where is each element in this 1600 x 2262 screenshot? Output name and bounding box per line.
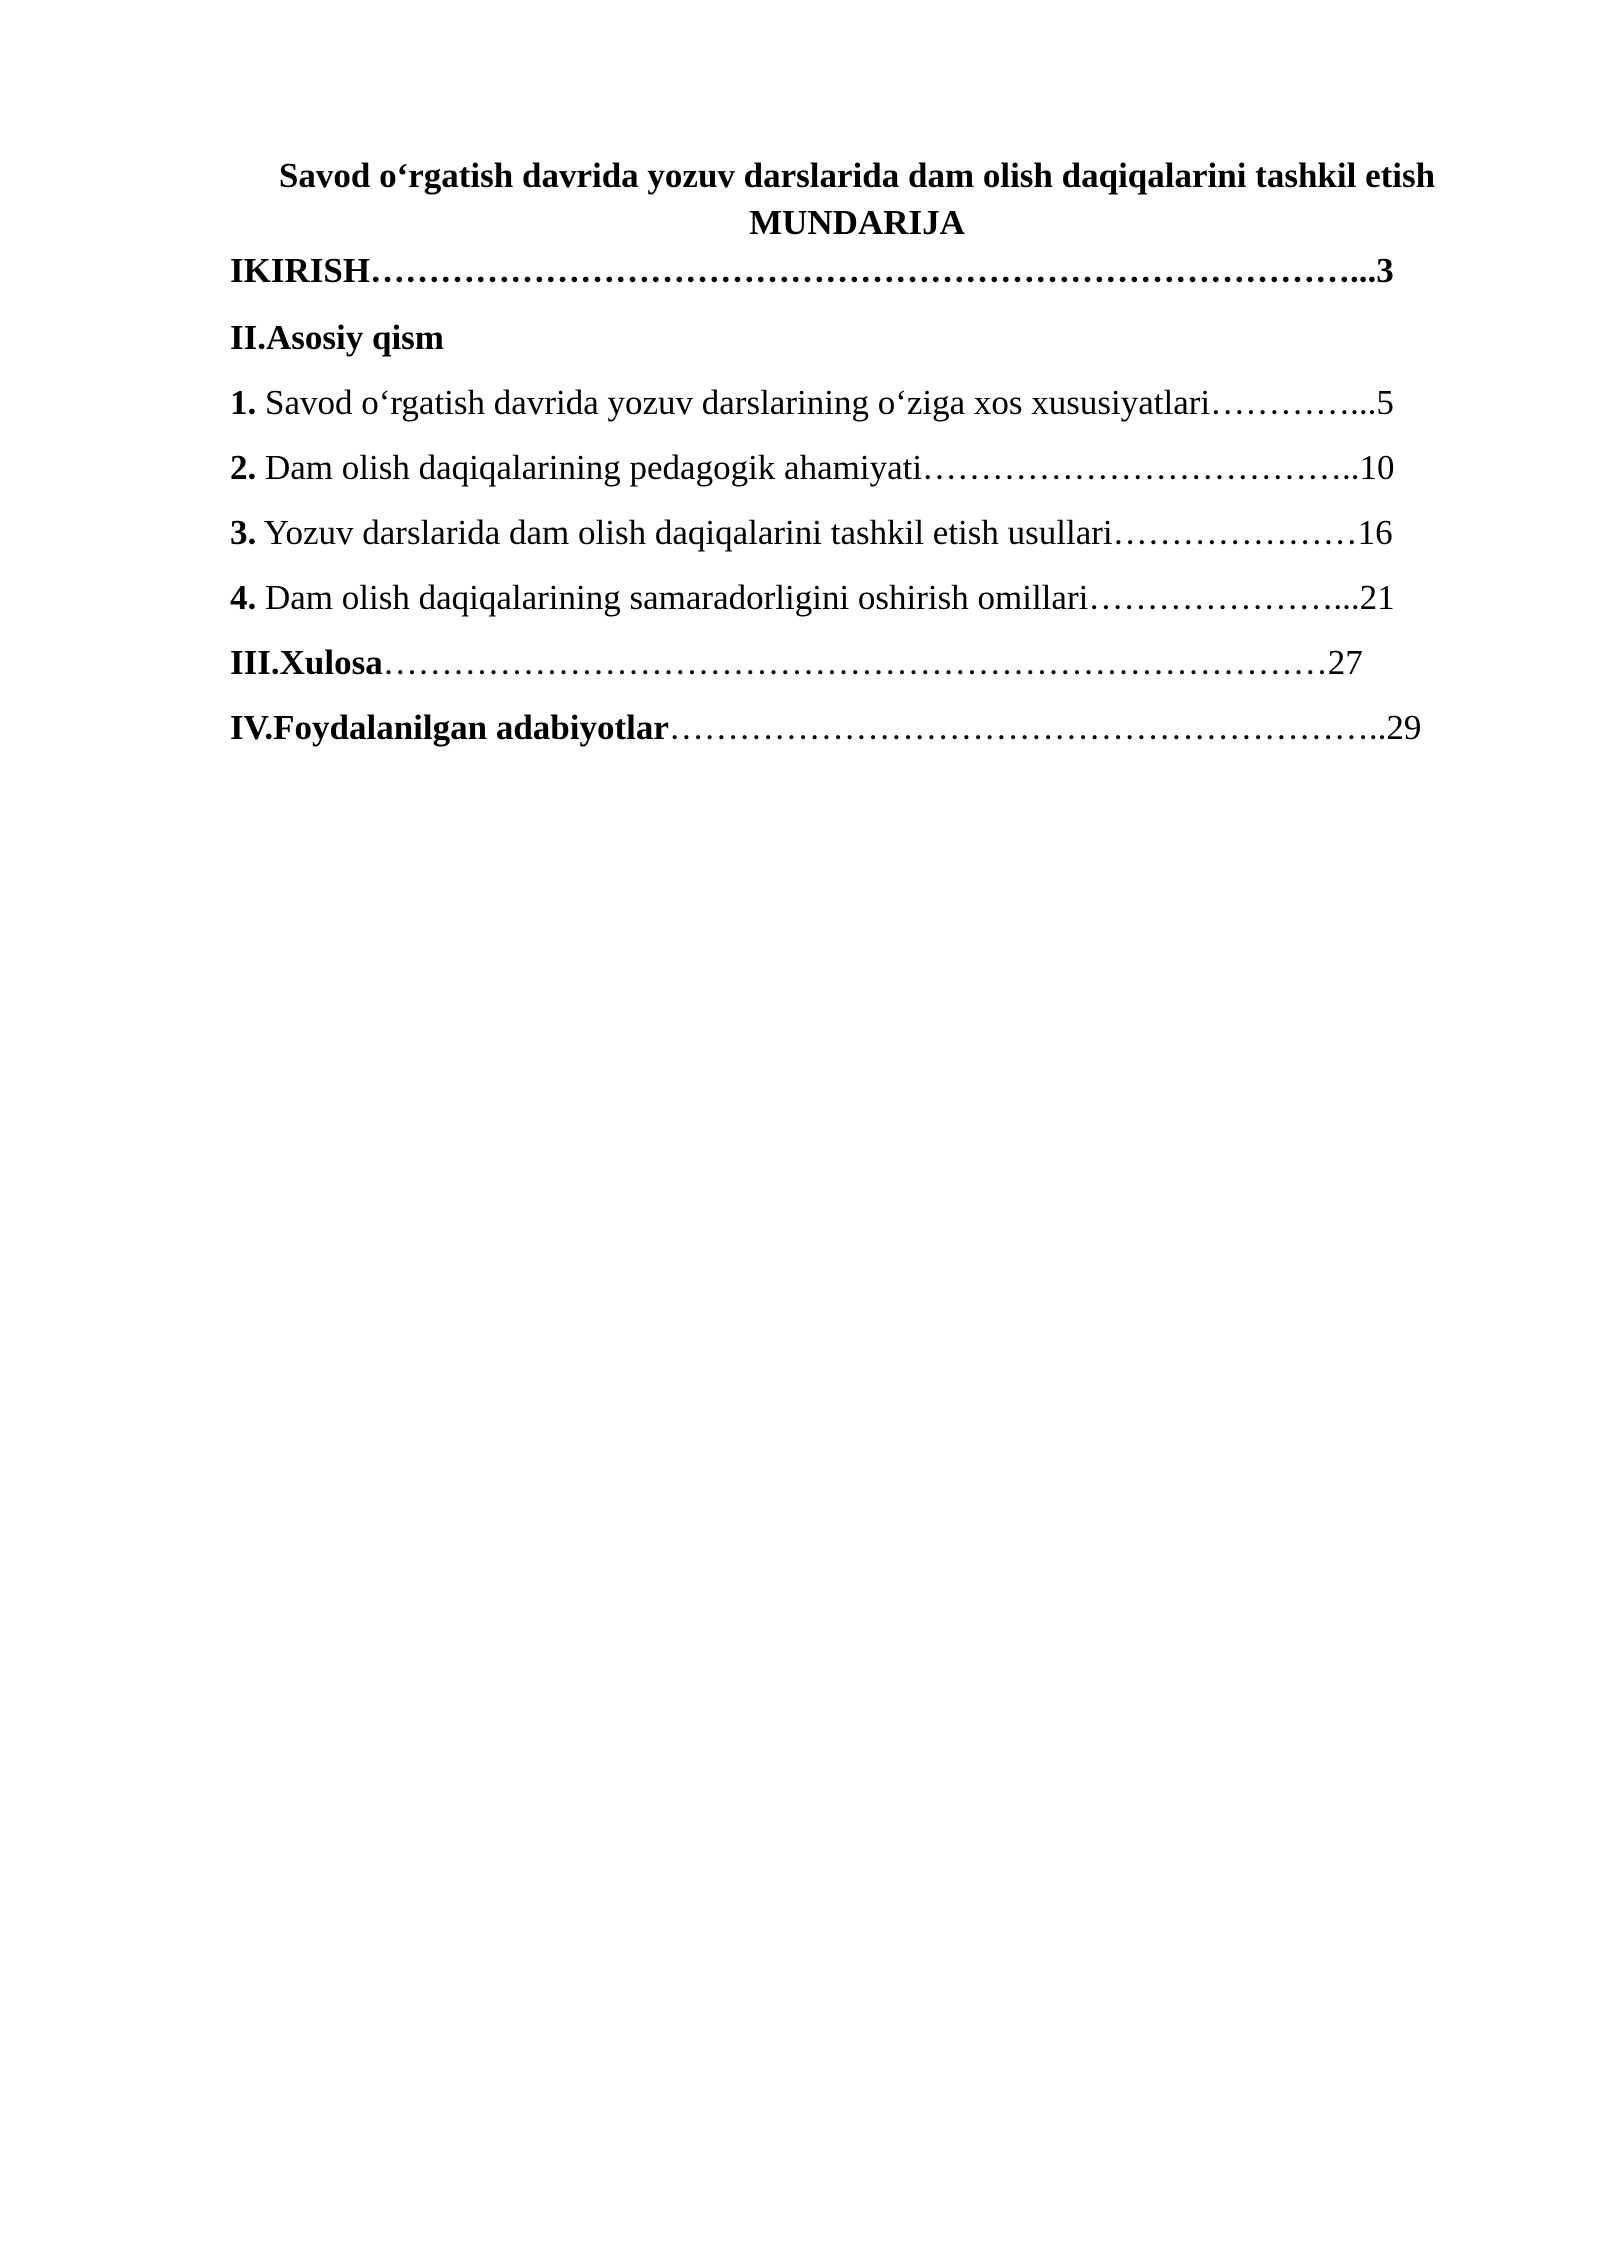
document-title: Savod o‘rgatish davrida yozuv darslarida dam olish daqiqalarini tashkil etish: [278, 156, 1436, 195]
toc-item-text: Yozuv darslarida dam olish daqiqalarini tashkil etish usullari…………………16: [256, 513, 1393, 552]
toc-item-4: [230, 575, 1484, 621]
toc-main-part-heading: II.Asosiy qism: [230, 318, 444, 357]
toc-item-number: 4.: [230, 578, 257, 617]
toc-item-2: [230, 445, 1484, 491]
toc-item-number: 3.: [230, 513, 257, 552]
toc-conclusion-leader: ………………………………………………………………………27: [382, 643, 1363, 682]
toc-item-text: Dam olish daqiqalarining samaradorligini oshirish omillari…………………...21: [256, 578, 1395, 617]
toc-item-number: 2.: [230, 448, 257, 487]
toc-conclusion: [230, 640, 1484, 686]
toc-references: [230, 705, 1484, 751]
toc-item-1: [230, 380, 1484, 426]
toc-introduction: IKIRISH…………………………………………………………………………...3: [230, 251, 1394, 290]
toc-conclusion-label: III.Xulosa: [230, 643, 383, 682]
toc-item-text: Savod o‘rgatish davrida yozuv darslarining o‘ziga xos xususiyatlari…………...5: [256, 383, 1394, 422]
toc-item-3: [230, 510, 1484, 556]
toc-references-label: IV.Foydalanilgan adabiyotlar: [230, 708, 669, 747]
toc-item-text: Dam olish daqiqalarining pedagogik ahamiyati………………………………..10: [256, 448, 1395, 487]
toc-references-leader: ……………………………………………………..29: [668, 708, 1422, 747]
toc-item-number: 1.: [230, 383, 257, 422]
document-subtitle: MUNDARIJA: [749, 203, 965, 242]
